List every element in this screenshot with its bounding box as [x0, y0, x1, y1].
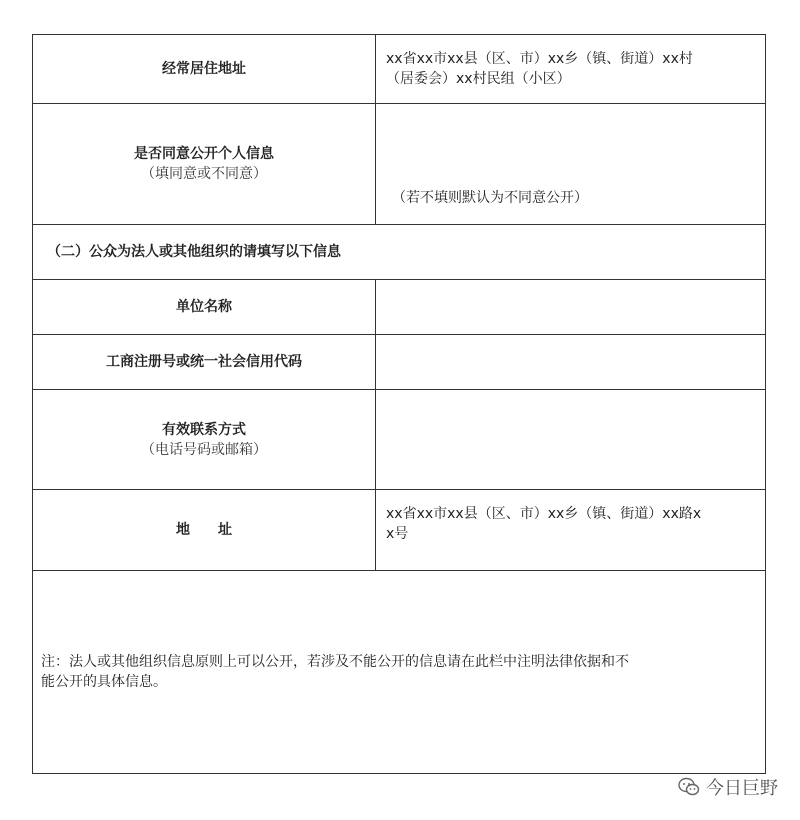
watermark	[678, 774, 778, 800]
org-address-label-cell	[33, 490, 376, 571]
residence-address-value-line1: xx省xx市xx县（区、市）xx乡（镇、街道）xx村	[386, 51, 693, 67]
residence-address-value-line2: （居委会）xx村民组（小区）	[386, 71, 571, 87]
row-org-name	[33, 280, 766, 335]
note-line2: 能公开的具体信息。	[41, 674, 167, 690]
row-note	[33, 571, 766, 774]
row-residence-address	[33, 35, 766, 104]
residence-address-label: 经常居住地址	[162, 61, 246, 77]
watermark-text: 今日巨野	[706, 778, 778, 799]
note-cell[interactable]	[33, 571, 766, 774]
contact-sublabel: （电话号码或邮箱）	[141, 441, 267, 458]
org-address-value-line1: xx省xx市xx县（区、市）xx乡（镇、街道）xx路x	[386, 506, 702, 522]
org-address-label: 地 址	[176, 522, 232, 538]
note-line1: 注：法人或其他组织信息原则上可以公开，若涉及不能公开的信息请在此栏中注明法律依据和不	[41, 654, 629, 670]
consent-sublabel: （填同意或不同意）	[141, 166, 267, 182]
org-name-label-cell	[33, 280, 376, 335]
registration-code-label: 工商注册号或统一社会信用代码	[106, 354, 302, 370]
wechat-icon	[678, 777, 700, 797]
row-registration-code	[33, 335, 766, 390]
contact-label-cell	[33, 390, 376, 490]
residence-address-label-cell	[33, 35, 376, 104]
consent-value-hint: （若不填则默认为不同意公开）	[392, 190, 588, 206]
org-name-value-cell[interactable]	[376, 280, 766, 335]
residence-address-value-cell[interactable]	[376, 35, 766, 104]
row-contact	[33, 390, 766, 490]
registration-code-value-cell[interactable]	[376, 335, 766, 390]
org-address-value-cell[interactable]	[376, 490, 766, 571]
contact-value-cell[interactable]	[376, 390, 766, 490]
consent-label-cell	[33, 104, 376, 225]
contact-label: 有效联系方式	[162, 421, 246, 438]
row-consent	[33, 104, 766, 225]
consent-value-cell[interactable]	[376, 104, 766, 225]
info-form-table	[32, 34, 766, 774]
org-name-label: 单位名称	[176, 299, 232, 315]
consent-label: 是否同意公开个人信息	[134, 146, 274, 162]
org-address-value-line2: x号	[386, 526, 409, 542]
registration-code-label-cell	[33, 335, 376, 390]
row-org-address	[33, 490, 766, 571]
row-section-two	[33, 225, 766, 280]
section-two-heading: （二）公众为法人或其他组织的请填写以下信息	[33, 225, 766, 280]
